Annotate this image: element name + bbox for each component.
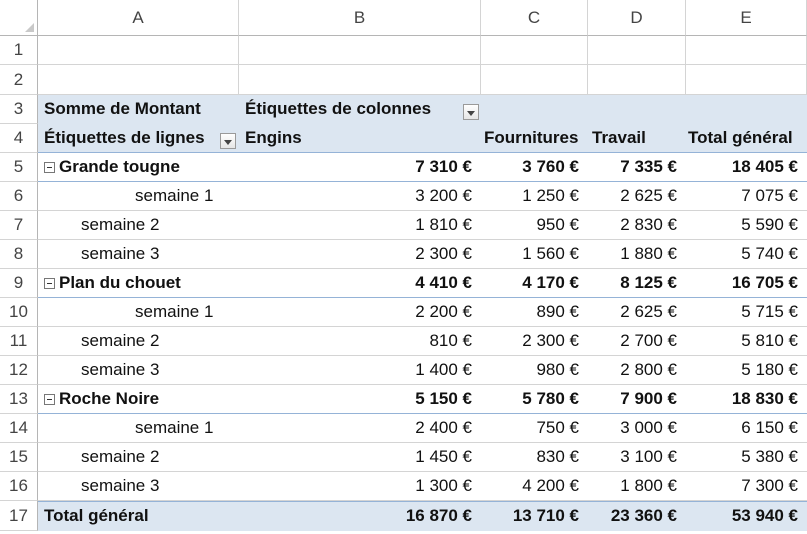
group-value-fournitures[interactable]: 5 780 € — [481, 385, 588, 414]
row-header-9[interactable]: 9 — [0, 269, 38, 298]
item-value-travail[interactable]: 3 100 € — [588, 443, 686, 472]
row-header-17[interactable]: 17 — [0, 501, 38, 531]
item-label[interactable]: semaine 3 — [38, 472, 239, 501]
grand-total-label[interactable]: Total général — [38, 501, 239, 531]
pivot-group-row — [38, 153, 807, 182]
item-value-fournitures[interactable]: 4 200 € — [481, 472, 588, 501]
grand-total-fournitures[interactable]: 13 710 € — [481, 501, 588, 531]
item-value-total[interactable]: 6 150 € — [686, 414, 807, 443]
row-header-13[interactable]: 13 — [0, 385, 38, 414]
item-value-total[interactable]: 5 810 € — [686, 327, 807, 356]
item-label[interactable]: semaine 1 — [38, 414, 239, 443]
grand-total-travail[interactable]: 23 360 € — [588, 501, 686, 531]
pivot-item-row — [38, 443, 807, 472]
column-header-c[interactable]: C — [481, 0, 588, 36]
group-value-travail[interactable]: 7 335 € — [588, 153, 686, 182]
pivot-item-row — [38, 182, 807, 211]
cell-d2[interactable] — [588, 65, 686, 95]
pivot-grand-total-row — [38, 501, 807, 531]
row-header-3[interactable]: 3 — [0, 95, 38, 124]
item-value-travail[interactable]: 2 625 € — [588, 298, 686, 327]
item-value-engins[interactable]: 2 400 € — [239, 414, 481, 443]
sheet-row-2 — [38, 65, 807, 95]
pivot-item-row — [38, 356, 807, 385]
pivot-group-row — [38, 385, 807, 414]
item-value-engins[interactable]: 1 450 € — [239, 443, 481, 472]
group-value-engins[interactable]: 5 150 € — [239, 385, 481, 414]
group-label[interactable] — [38, 385, 239, 414]
group-value-engins[interactable]: 7 310 € — [239, 153, 481, 182]
pivot-column-labels[interactable]: Étiquettes de colonnes — [239, 95, 481, 124]
item-label[interactable]: semaine 3 — [38, 356, 239, 385]
cell-d3[interactable] — [588, 95, 686, 124]
row-header-11[interactable]: 11 — [0, 327, 38, 356]
pivot-item-row — [38, 240, 807, 269]
row-header-2[interactable]: 2 — [0, 65, 38, 95]
item-value-total[interactable]: 5 180 € — [686, 356, 807, 385]
pivot-sum-label[interactable]: Somme de Montant — [38, 95, 239, 124]
item-value-fournitures[interactable]: 980 € — [481, 356, 588, 385]
group-value-fournitures[interactable]: 4 170 € — [481, 269, 588, 298]
item-value-engins[interactable]: 1 810 € — [239, 211, 481, 240]
group-label[interactable] — [38, 269, 239, 298]
column-header-a[interactable]: A — [38, 0, 239, 36]
row-header-8[interactable]: 8 — [0, 240, 38, 269]
item-value-total[interactable]: 5 740 € — [686, 240, 807, 269]
grand-total-total[interactable]: 53 940 € — [686, 501, 807, 531]
pivot-item-row — [38, 298, 807, 327]
pivot-col-header-engins[interactable]: Engins — [239, 124, 481, 153]
cell-c2[interactable] — [481, 65, 588, 95]
item-value-total[interactable]: 5 380 € — [686, 443, 807, 472]
column-header-d[interactable]: D — [588, 0, 686, 36]
group-name: Plan du chouet — [59, 273, 181, 292]
item-value-total[interactable]: 7 300 € — [686, 472, 807, 501]
item-value-fournitures[interactable]: 2 300 € — [481, 327, 588, 356]
group-label[interactable] — [38, 153, 239, 182]
item-label[interactable]: semaine 3 — [38, 240, 239, 269]
group-value-fournitures[interactable]: 3 760 € — [481, 153, 588, 182]
item-value-fournitures[interactable]: 950 € — [481, 211, 588, 240]
pivot-item-row — [38, 211, 807, 240]
pivot-col-header-fournitures[interactable]: Fournitures — [481, 124, 588, 153]
item-label[interactable]: semaine 1 — [38, 298, 239, 327]
pivot-col-header-travail[interactable]: Travail — [588, 124, 686, 153]
item-value-engins[interactable]: 810 € — [239, 327, 481, 356]
row-header-14[interactable]: 14 — [0, 414, 38, 443]
pivot-header-row-values — [38, 95, 807, 124]
grand-total-engins[interactable]: 16 870 € — [239, 501, 481, 531]
row-header-15[interactable]: 15 — [0, 443, 38, 472]
item-value-travail[interactable]: 2 800 € — [588, 356, 686, 385]
collapse-icon[interactable] — [44, 394, 55, 405]
cell-e2[interactable] — [686, 65, 807, 95]
cell-b2[interactable] — [239, 65, 481, 95]
item-value-engins[interactable]: 2 200 € — [239, 298, 481, 327]
group-value-travail[interactable]: 7 900 € — [588, 385, 686, 414]
row-header-4[interactable]: 4 — [0, 124, 38, 153]
row-header-1[interactable]: 1 — [0, 36, 38, 65]
row-header-12[interactable]: 12 — [0, 356, 38, 385]
cell-a2[interactable] — [38, 65, 239, 95]
group-value-total[interactable]: 16 705 € — [686, 269, 807, 298]
item-label[interactable]: semaine 1 — [38, 182, 239, 211]
group-value-engins[interactable]: 4 410 € — [239, 269, 481, 298]
item-value-engins[interactable]: 3 200 € — [239, 182, 481, 211]
collapse-icon[interactable] — [44, 278, 55, 289]
group-value-total[interactable]: 18 405 € — [686, 153, 807, 182]
cell-c3[interactable] — [481, 95, 588, 124]
item-value-travail[interactable]: 3 000 € — [588, 414, 686, 443]
row-header-6[interactable]: 6 — [0, 182, 38, 211]
collapse-icon[interactable] — [44, 162, 55, 173]
row-header-10[interactable]: 10 — [0, 298, 38, 327]
pivot-item-row — [38, 414, 807, 443]
item-value-fournitures[interactable]: 1 560 € — [481, 240, 588, 269]
select-all-corner[interactable] — [0, 0, 38, 36]
pivot-item-row — [38, 327, 807, 356]
cell-d1[interactable] — [588, 36, 686, 65]
group-name: Grande tougne — [59, 157, 180, 176]
row-header-7[interactable]: 7 — [0, 211, 38, 240]
item-value-travail[interactable]: 2 625 € — [588, 182, 686, 211]
item-value-total[interactable]: 7 075 € — [686, 182, 807, 211]
item-value-fournitures[interactable]: 830 € — [481, 443, 588, 472]
item-label[interactable]: semaine 2 — [38, 443, 239, 472]
pivot-item-row — [38, 472, 807, 501]
row-labels-filter-dropdown[interactable] — [220, 133, 236, 149]
cell-c1[interactable] — [481, 36, 588, 65]
cell-a1[interactable] — [38, 36, 239, 65]
item-value-travail[interactable]: 1 880 € — [588, 240, 686, 269]
item-value-engins[interactable]: 1 300 € — [239, 472, 481, 501]
pivot-row-labels[interactable]: Étiquettes de lignes — [38, 124, 239, 153]
pivot-col-header-total[interactable]: Total général — [686, 124, 807, 153]
item-value-total[interactable]: 5 715 € — [686, 298, 807, 327]
item-value-engins[interactable]: 1 400 € — [239, 356, 481, 385]
group-value-travail[interactable]: 8 125 € — [588, 269, 686, 298]
item-value-travail[interactable]: 2 700 € — [588, 327, 686, 356]
pivot-group-row — [38, 269, 807, 298]
cell-e1[interactable] — [686, 36, 807, 65]
column-header-b[interactable]: B — [239, 0, 481, 36]
group-name: Roche Noire — [59, 389, 160, 408]
column-header-e[interactable]: E — [686, 0, 807, 36]
item-value-engins[interactable]: 2 300 € — [239, 240, 481, 269]
row-header-5[interactable]: 5 — [0, 153, 38, 182]
item-value-fournitures[interactable]: 1 250 € — [481, 182, 588, 211]
column-labels-filter-dropdown[interactable] — [463, 104, 479, 120]
item-label[interactable]: semaine 2 — [38, 211, 239, 240]
item-value-fournitures[interactable]: 890 € — [481, 298, 588, 327]
item-value-travail[interactable]: 1 800 € — [588, 472, 686, 501]
sheet-row-1 — [38, 36, 807, 65]
item-value-fournitures[interactable]: 750 € — [481, 414, 588, 443]
row-header-16[interactable]: 16 — [0, 472, 38, 501]
item-value-total[interactable]: 5 590 € — [686, 211, 807, 240]
cell-b1[interactable] — [239, 36, 481, 65]
group-value-total[interactable]: 18 830 € — [686, 385, 807, 414]
item-label[interactable]: semaine 2 — [38, 327, 239, 356]
pivot-header-row-columns — [38, 124, 807, 153]
cell-e3[interactable] — [686, 95, 807, 124]
item-value-travail[interactable]: 2 830 € — [588, 211, 686, 240]
